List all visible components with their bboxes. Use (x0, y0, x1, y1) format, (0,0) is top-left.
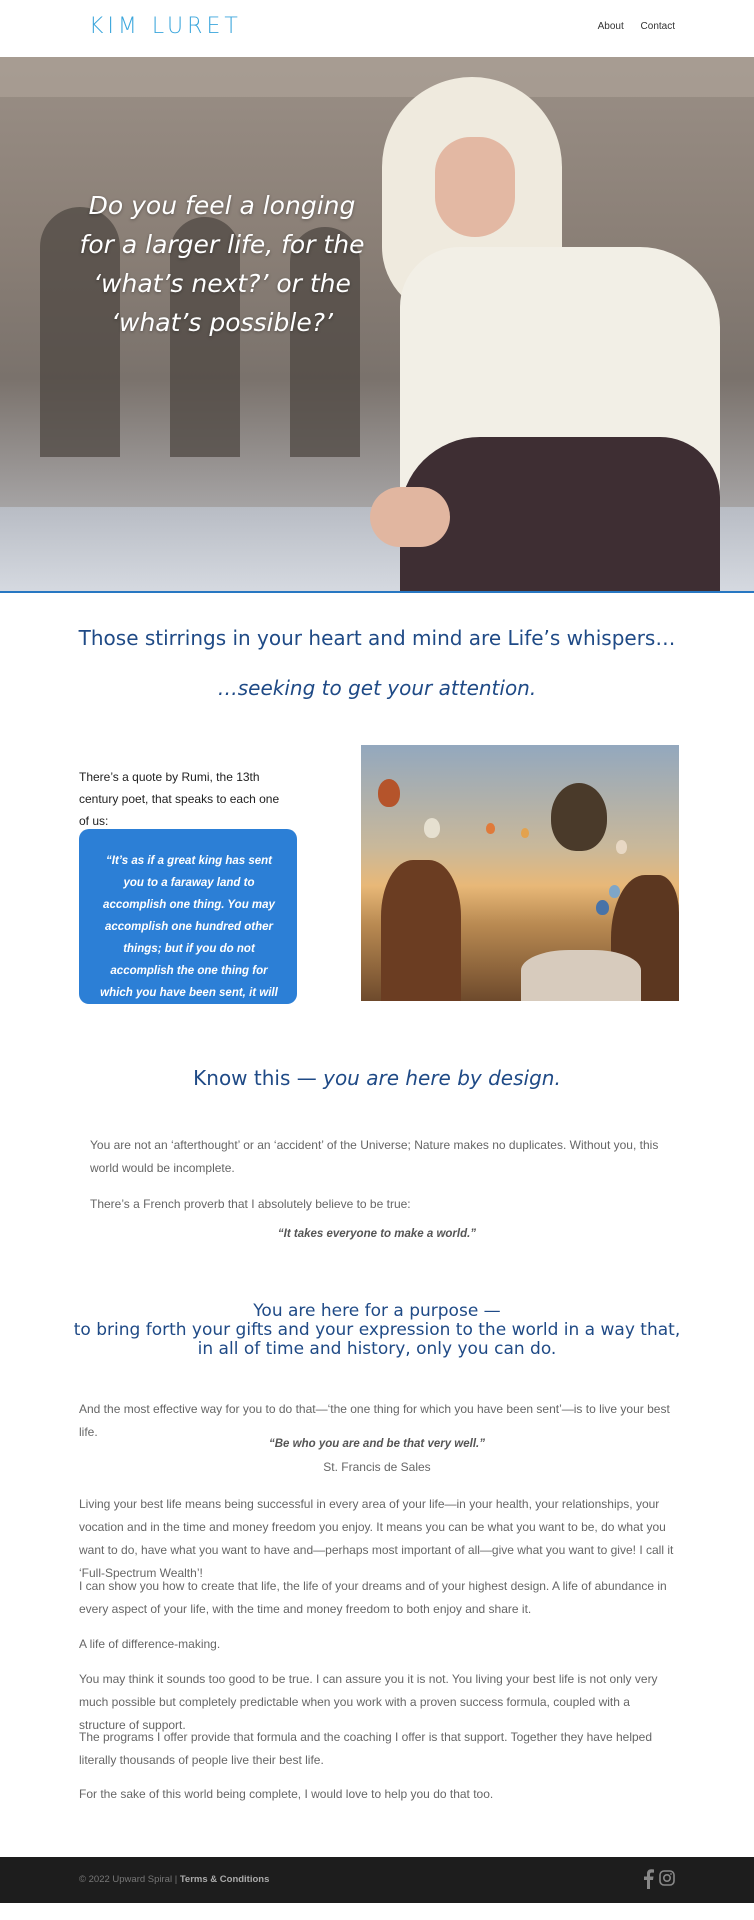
sales-quote: “Be who you are and be that very well.” (268, 1438, 485, 1450)
rumi-quote-text: “It’s as if a great king has sent you to a faraway land to accomplish one thing. You may accomplish one hundred other things; but if you do not accomplish the one thing for which you have been sent, it will be as if you have done nothing.” (100, 855, 278, 1021)
purpose-line-3: in all of time and history, only you can do. (197, 1339, 557, 1359)
building-cornice (0, 57, 754, 97)
rock-formation (381, 860, 461, 1001)
sales-quote-author: St. Francis de Sales (323, 1460, 431, 1474)
design-heading-plain: Know this — (193, 1066, 324, 1090)
body-paragraph-4: A life of difference-making. (79, 1637, 221, 1651)
main-nav (584, 21, 675, 32)
balloon (486, 823, 495, 834)
balloon (551, 783, 607, 851)
purpose-heading (0, 1302, 754, 1359)
attention-heading: …seeking to get your attention. (217, 676, 537, 700)
woman-hands (370, 487, 450, 547)
site-logo[interactable]: KIM LURET (89, 14, 242, 39)
nav-about-link[interactable]: About (597, 21, 624, 32)
design-paragraph-1: You are not an ‘afterthought’ or an ‘accident’ of the Universe; Nature makes no duplicates. Without you, this world would be incomplete. (90, 1138, 659, 1175)
french-proverb-quote: “It takes everyone to make a world.” (277, 1228, 477, 1240)
design-heading (0, 1066, 754, 1090)
balloons-image (361, 745, 679, 1001)
whispers-heading: Those stirrings in your heart and mind are Life’s whispers… (78, 626, 676, 650)
balloon (378, 779, 400, 807)
nav-contact-link[interactable]: Contact (640, 21, 675, 32)
body-paragraph-3: I can show you how to create that life, the life of your dreams and of your highest design. A life of abundance in every aspect of your life, with the time and money freedom to both enjoy and share it. (79, 1579, 667, 1616)
instagram-icon[interactable] (659, 1870, 675, 1886)
site-header (0, 0, 754, 57)
purpose-line-2: to bring forth your gifts and your expression to the world in a way that, (73, 1320, 681, 1340)
terms-link[interactable]: Terms & Conditions (179, 1874, 270, 1885)
balloon (596, 900, 609, 915)
body-paragraph-7: For the sake of this world being complete, I would love to help you do that too. (79, 1787, 494, 1801)
design-heading-italic: you are here by design. (323, 1066, 561, 1090)
rumi-intro-text: There’s a quote by Rumi, the 13th century poet, that speaks to each one of us: (79, 770, 280, 828)
body-paragraph-1: And the most effective way for you to do that—‘the one thing for which you have been sent’—is to live your best life. (79, 1402, 670, 1439)
design-paragraph-2: There’s a French proverb that I absolutely believe to be true: (90, 1197, 411, 1211)
hero-divider (0, 591, 754, 593)
body-paragraph-5: You may think it sounds too good to be true. I can assure you it is not. You living your best life is not only very much possible but completely predictable when you work with a proven success formula, coupled with a structure of support. (79, 1672, 658, 1732)
site-footer (0, 1857, 754, 1903)
rock-formation (521, 950, 641, 1001)
facebook-icon[interactable] (642, 1869, 654, 1889)
copyright-text: © 2022 Upward Spiral | (79, 1874, 180, 1885)
purpose-line-1: You are here for a purpose — (253, 1301, 501, 1321)
footer-copyright (79, 1874, 269, 1885)
balloon (521, 828, 529, 838)
balloon (616, 840, 627, 854)
balloon (424, 818, 440, 838)
hero-headline: Do you feel a longing for a larger life, for the ‘what’s next?’ or the ‘what’s possible?’ (79, 191, 365, 337)
rumi-quote-box (79, 829, 297, 1021)
woman-face (435, 137, 515, 237)
body-paragraph-2: Living your best life means being successful in every area of your life—in your health, your relationships, your vocation and in the time and money freedom you enjoy. It means you can be what you want to be, do what you want to do, have what you want to have and—perhaps most important of all—give what you want to give! I call it ‘Full-Spectrum Wealth’! (79, 1497, 674, 1580)
body-paragraph-6: The programs I offer provide that formula and the coaching I offer is that support. Together they have helped literally thousands of people live their best life. (79, 1730, 653, 1767)
